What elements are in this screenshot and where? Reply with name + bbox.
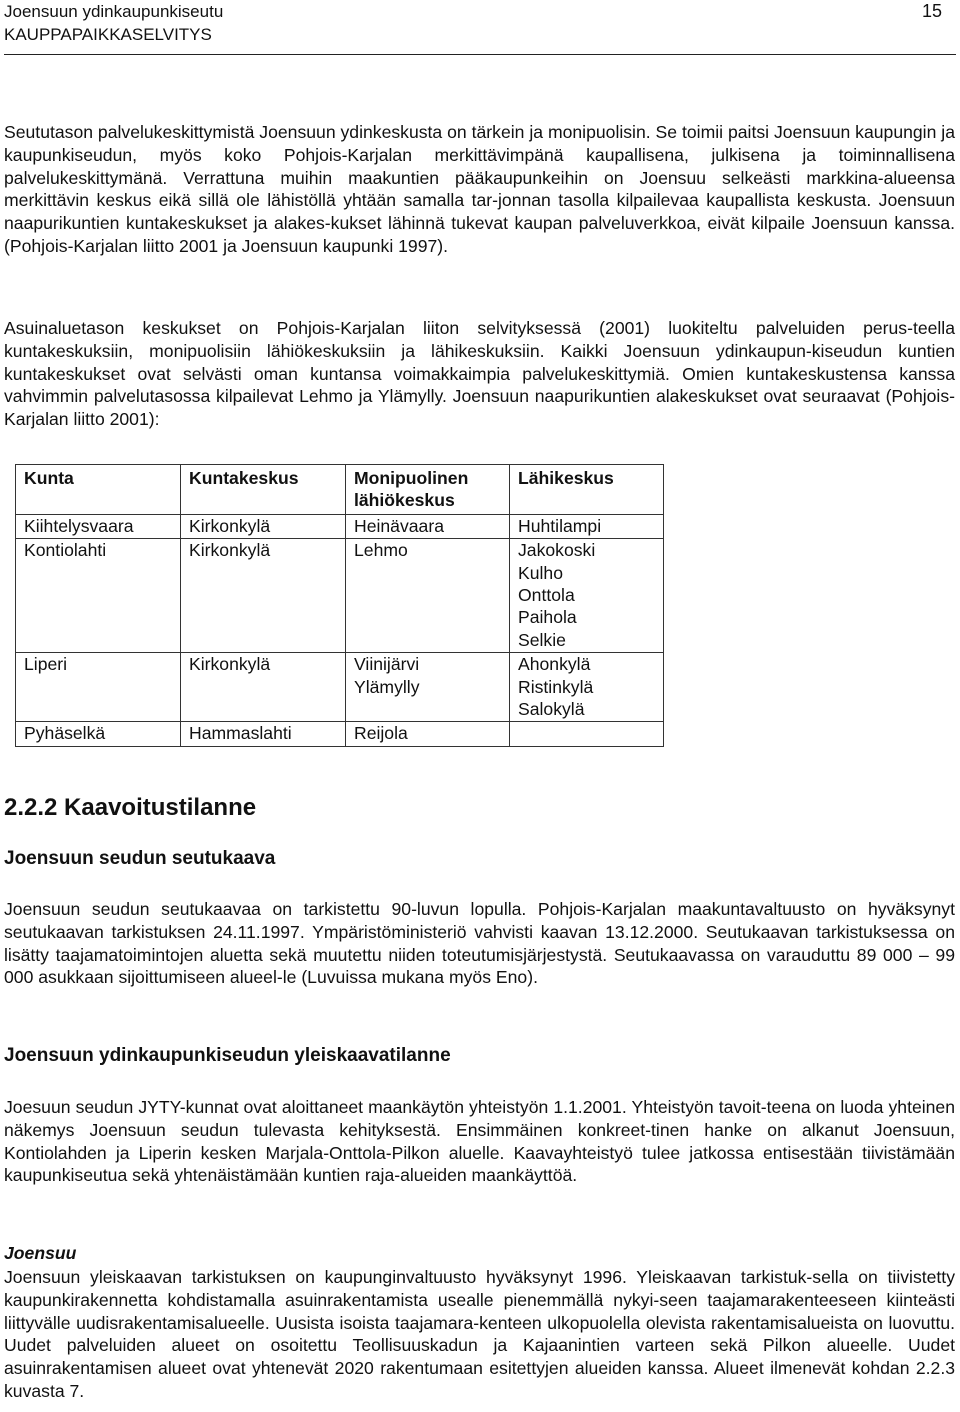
paragraph-asuinaluetaso: Asuinaluetason keskukset on Pohjois-Karjalan liiton selvityksessä (2001) luokiteltu palveluiden perus-teella kuntakeskuksiin, monipuolisiin lähiökeskuksiin ja lähikeskuksiin. Kaikki Joensuun ydinkaupun-kiseudun kuntien kuntakeskukset ovat selvästi oman kuntansa voimakkaimpia palvelukeskittymiä. Omien kuntakeskustensa kanssa vahvimmin palvelutasossa kilpailevat Lehmo ja Ylämylly. Joensuun naapurikuntien alakeskukset ovat seuraavat (Pohjois-Karjalan liitto 2001):: [4, 318, 955, 430]
table-cell: Hammaslahti: [181, 722, 346, 746]
paragraph-yleiskaavatilanne: Joesuun seudun JYTY-kunnat ovat aloittaneet maankäytön yhteistyön 1.1.2001. Yhteistyön tavoit-teena on luoda yhteinen näkemys Joensuun seudun tulevasta kehityksestä. Ensimmäinen konkreet-tinen hanke on alkanut Joensuun, Kontiolahden ja Liperin kesken Marjala-Onttola-Pilkon aluelle. Kaavayhteistyö tulee jatkossa entisestään tiivistämään kaupunkiseutua sekä yhtenäistämään kuntien raja-alueiden maankäyttöä.: [4, 1097, 955, 1186]
subheading-yleiskaavatilanne: Joensuun ydinkaupunkiseudun yleiskaavatilanne: [4, 1045, 451, 1066]
table-cell: Reijola: [346, 722, 510, 746]
header-cell-kunta: Kunta: [16, 465, 181, 515]
table-cell: Heinävaara: [346, 514, 510, 538]
paragraph-seutukaava: Joensuun seudun seutukaavaa on tarkistettu 90-luvun lopulla. Pohjois-Karjalan maakuntavaltuusto on hyväksynyt seutukaavan tarkistuksen 24.11.1997. Ympäristöministeriö vahvisti kaavan 13.12.2000. Seutukaavan tarkistuksessa on lisätty taajamatoimintojen aluetta sekä muutettu niiden toteutumisjärjestystä. Seutukaavassa on varauduttu 89 000 – 99 000 asukkaan sijoittumiseen alueel-le (Luvuissa mukana myös Eno).: [4, 899, 955, 988]
paragraph-joensuu: Joensuun yleiskaavan tarkistuksen on kaupunginvaltuusto hyväksynyt 1996. Yleiskaavan tarkistuk-sella on tiivistetty kaupunkirakennetta kohdistamalla asuinrakentamista usealle pienemmällä nykyi-seen taajamarakenteeseen kiinteästi liittyvälle uudisrakentamisalueelle. Uusista isoista taajamara-kenteen ulkopuolella olevista rakentamisalueista on luovuttu. Uudet palveluiden alueet on osoitettu Teollisuuskadun ja Kajaanintien varteen sekä Pilkon alueelle. Uudet asuinrakentamisen alueet ovat yhtenevät 2020 rakentumaan esitettyjen alueiden kanssa. Alueet ilmenevät kohdan 2.2.3 kuvasta 7.: [4, 1267, 955, 1401]
table-cell: Liperi: [16, 653, 181, 722]
table-cell: Ahonkylä Ristinkylä Salokylä: [510, 653, 664, 722]
centers-table: [15, 464, 664, 747]
subheading-seutukaava: Joensuun seudun seutukaava: [4, 848, 276, 869]
table-row: [16, 514, 664, 538]
table-cell: [510, 722, 664, 746]
table-cell: Huhtilampi: [510, 514, 664, 538]
table-cell: Kirkonkylä: [181, 539, 346, 653]
table-row: [16, 722, 664, 746]
table-cell: Kontiolahti: [16, 539, 181, 653]
section-heading: 2.2.2 Kaavoitustilanne: [4, 794, 257, 821]
header-subtitle: KAUPPAPAIKKASELVITYS: [4, 25, 212, 44]
table-cell: Pyhäselkä: [16, 722, 181, 746]
subheading-joensuu: Joensuu: [4, 1243, 77, 1263]
table-cell: Lehmo: [346, 539, 510, 653]
paragraph-seututaso: Seututason palvelukeskittymistä Joensuun ydinkeskusta on tärkein ja monipuolisin. Se toimii paitsi Joensuun kaupungin ja kaupunkiseudun, myös koko Pohjois-Karjalan merkittävimpänä kaupallisena, julkisena ja toiminnallisena palvelukeskittymänä. Verrattuna muihin maakuntien pääkaupunkeihin on Joensuu selkeästi markkina-alueensa merkittävin keskus eikä sillä ole lähistöllä yhtään samalla tar-jonnan tasolla kilpailevaa kaupallista keskusta. Joensuun naapurikuntien kuntakeskukset ja alakes-kukset lähinnä tukevat kaupan palveluverkkoa, eivät kilpaile Joensuun kanssa. (Pohjois-Karjalan liitto 2001 ja Joensuun kaupunki 1997).: [4, 122, 955, 256]
page-header: [4, 0, 956, 56]
table-cell: Viinijärvi Ylämylly: [346, 653, 510, 722]
header-divider: [4, 54, 956, 55]
header-cell-lahikeskus: Lähikeskus: [510, 465, 664, 515]
table-cell: Jakokoski Kulho Onttola Paihola Selkie: [510, 539, 664, 653]
header-cell-lahiokeskus-text: Monipuolinen lähiökeskus: [354, 468, 469, 511]
header-title: Joensuun ydinkaupunkiseutu: [4, 2, 224, 21]
header-cell-kuntakeskus: Kuntakeskus: [181, 465, 346, 515]
table-cell: Kirkonkylä: [181, 653, 346, 722]
header-cell-lahiokeskus: [346, 465, 510, 515]
table-header-row: [16, 465, 664, 515]
table-row: [16, 539, 664, 653]
page-number: 15: [921, 1, 942, 21]
table-cell: Kirkonkylä: [181, 514, 346, 538]
table-row: [16, 653, 664, 722]
table-cell: Kiihtelysvaara: [16, 514, 181, 538]
